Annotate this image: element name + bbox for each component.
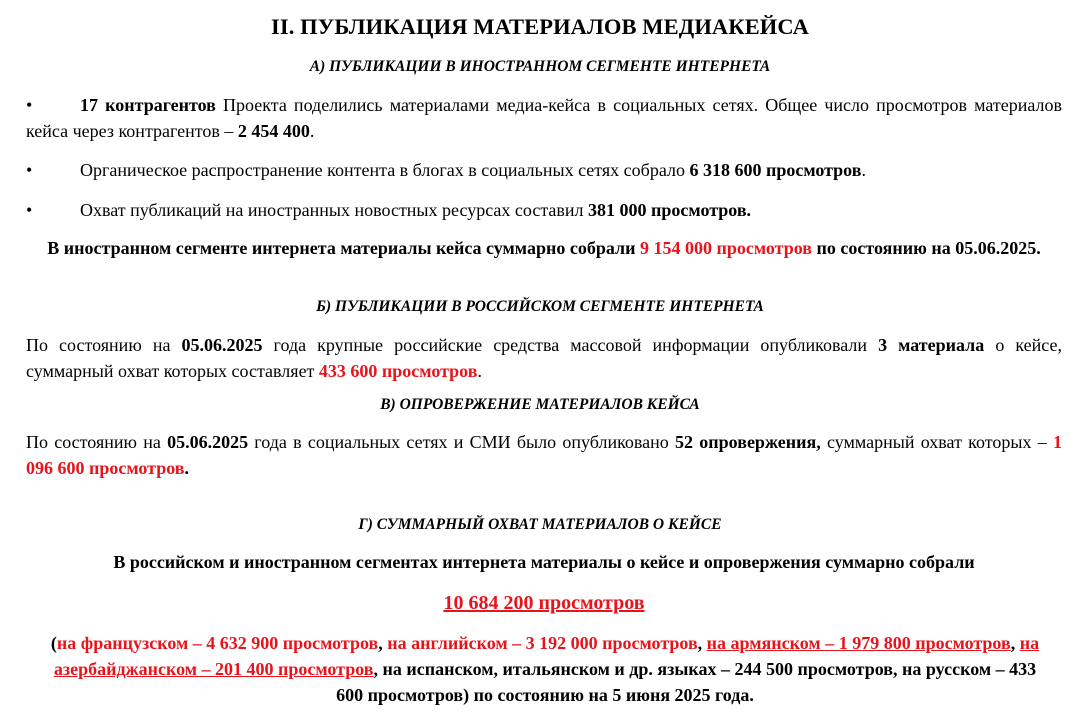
page-title: II. ПУБЛИКАЦИЯ МАТЕРИАЛОВ МЕДИАКЕЙСА (271, 14, 809, 39)
section-b-paragraph (26, 332, 1062, 384)
bullet-text-2 (26, 157, 1062, 183)
section-d-heading: Г) СУММАРНЫЙ ОХВАТ МАТЕРИАЛОВ О КЕЙСЕ (358, 516, 722, 533)
section-b-heading: Б) ПУБЛИКАЦИИ В РОССИЙСКОМ СЕГМЕНТЕ ИНТЕРНЕТА (316, 298, 764, 315)
paren-open: ( (50, 633, 57, 653)
b-date: 05.06.2025 (181, 335, 263, 355)
c-red: 1 096 600 просмотров (26, 432, 1062, 478)
c-t3: суммарный охват которых – (820, 432, 1053, 452)
c-end: . (184, 458, 190, 478)
bullet-icon: • (26, 95, 33, 115)
lang-english: на английском – 3 192 000 просмотров (387, 633, 698, 653)
bullet-text-3 (26, 197, 1062, 223)
b-t3: о кейсе, суммарный охват которых составляет (26, 335, 1062, 381)
summary-a-before: В иностранном сегменте интернета материалы кейса суммарно собрали (47, 238, 640, 258)
total-views (26, 590, 1062, 616)
lang-french: на французском – 4 632 900 просмотров (56, 633, 379, 653)
bullet-1-value: 2 454 400 (237, 121, 310, 141)
bullet-icon: • (26, 160, 33, 180)
c-t1: По состоянию на (26, 432, 168, 452)
lang-rest: , на испанском, итальянском и др. языках – 244 500 просмотров, на русском – 433 600 просмотров) по состоянию на 5 июня 2025 года. (336, 659, 1037, 705)
lang-azerbaijani: на азербайджанском – 201 400 просмотров (53, 633, 1040, 679)
bullet-1-text: Проекта поделились материалами медиа-кейса в социальных сетях. Общее число просмотров материалов кейса через контрагентов – (26, 95, 1062, 141)
section-c-heading: В) ОПРОВЕРЖЕНИЕ МАТЕРИАЛОВ КЕЙСА (380, 396, 700, 413)
section-a-summary (36, 235, 1052, 261)
sep-2: , (697, 633, 707, 653)
c-t2: года в социальных сетях и СМИ было опубликовано (248, 432, 676, 452)
bullet-item-2 (26, 157, 1062, 183)
c-count: 52 опровержения, (675, 432, 821, 452)
bullet-2-end: . (861, 160, 866, 180)
b-t1: По состоянию на (26, 335, 182, 355)
total-views-value: 10 684 200 просмотров (443, 592, 645, 614)
c-date: 05.06.2025 (167, 432, 249, 452)
bullet-3-value: 381 000 просмотров. (588, 200, 752, 220)
bullet-text-1 (26, 92, 1062, 144)
summary-a-red: 9 154 000 просмотров (639, 238, 812, 258)
section-c-paragraph (26, 429, 1062, 481)
section-a-heading: А) ПУБЛИКАЦИИ В ИНОСТРАННОМ СЕГМЕНТЕ ИНТЕРНЕТА (309, 58, 771, 75)
b-count: 3 материала (878, 335, 985, 355)
bullet-2-text: Органическое распространение контента в блогах в социальных сетях собрало (80, 160, 690, 180)
summary-a-after: по состоянию на 05.06.2025. (811, 238, 1041, 258)
bullet-1-lead: 17 контрагентов (80, 95, 216, 115)
b-red: 433 600 просмотров (318, 361, 478, 381)
bullet-2-value: 6 318 600 просмотров (689, 160, 862, 180)
bullet-item-3 (26, 197, 1062, 223)
language-breakdown (40, 630, 1050, 708)
sep-1: , (378, 633, 388, 653)
bullet-1-end: . (309, 121, 315, 141)
bullet-3-text: Охват публикаций на иностранных новостных ресурсах составил (80, 200, 589, 220)
bullet-item-1 (26, 92, 1062, 144)
b-t2: года крупные российские средства массовой информации опубликовали (262, 335, 879, 355)
sep-3: , (1010, 633, 1020, 653)
b-end: . (477, 361, 482, 381)
lang-armenian: на армянском – 1 979 800 просмотров (706, 633, 1011, 653)
section-d-lead: В российском и иностранном сегментах интернета материалы о кейсе и опровержения суммарно собрали (113, 552, 975, 572)
bullet-icon: • (26, 200, 33, 220)
